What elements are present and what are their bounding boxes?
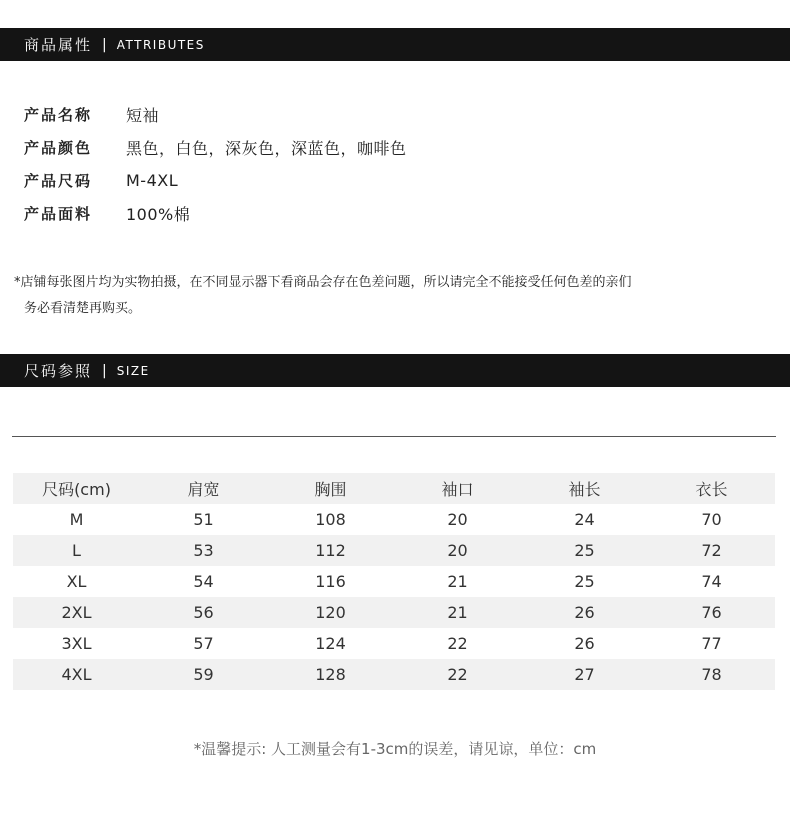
table-cell: 77: [701, 634, 722, 653]
attribute-key: 产品名称: [24, 106, 93, 124]
attribute-key: 产品面料: [24, 205, 93, 223]
table-cell: 22: [447, 634, 468, 653]
table-cell: 3XL: [61, 634, 92, 653]
attribute-row-material: [24, 197, 407, 230]
attribute-row-color: [24, 131, 407, 164]
attributes-title-en: ATTRIBUTES: [116, 37, 205, 52]
table-cell: 116: [315, 572, 346, 591]
table-cell: 74: [701, 572, 722, 591]
size-table: [13, 473, 775, 690]
table-row: [13, 597, 775, 628]
table-cell: 27: [574, 665, 595, 684]
table-cell: 124: [315, 634, 346, 653]
table-cell: 24: [574, 510, 595, 529]
table-cell: 4XL: [61, 665, 92, 684]
table-cell: 112: [315, 541, 346, 560]
table-cell: 76: [701, 603, 722, 622]
table-cell: 21: [447, 603, 468, 622]
attributes-title-zh: 商品属性: [24, 36, 93, 54]
table-row: [13, 504, 775, 535]
attributes-header-bar: [0, 28, 790, 61]
attribute-row-size: [24, 164, 407, 197]
table-cell: 59: [193, 665, 214, 684]
notice-line-1: *店铺每张图片均为实物拍摄，在不同显示器下看商品会存在色差问题，所以请完全不能接受任何色差的亲们: [14, 275, 632, 290]
table-header-cell: 袖长: [568, 480, 601, 499]
table-row: [13, 566, 775, 597]
attributes-list: [24, 98, 407, 230]
table-cell: 78: [701, 665, 722, 684]
table-cell: 20: [447, 541, 468, 560]
table-cell: 22: [447, 665, 468, 684]
table-cell: 51: [193, 510, 214, 529]
table-cell: 57: [193, 634, 214, 653]
attribute-row-name: [24, 98, 407, 131]
table-cell: 53: [193, 541, 214, 560]
table-cell: 21: [447, 572, 468, 591]
header-separator: |: [102, 36, 107, 53]
attribute-value: 100%棉: [126, 205, 191, 224]
attribute-key: 产品颜色: [24, 139, 93, 157]
table-cell: 26: [574, 634, 595, 653]
table-row: [13, 659, 775, 690]
attribute-value: 短袖: [126, 106, 160, 125]
table-cell: 108: [315, 510, 346, 529]
table-header-cell: 衣长: [695, 480, 728, 499]
table-header-row: [13, 473, 775, 504]
table-cell: 120: [315, 603, 346, 622]
table-header-cell: 袖口: [441, 480, 474, 499]
attribute-key: 产品尺码: [24, 172, 93, 190]
table-cell: L: [72, 541, 81, 560]
table-cell: 70: [701, 510, 722, 529]
table-cell: XL: [66, 572, 87, 591]
table-cell: 26: [574, 603, 595, 622]
header-separator: |: [102, 362, 107, 379]
attribute-value: 黑色，白色，深灰色，深蓝色，咖啡色: [126, 139, 407, 158]
table-cell: 54: [193, 572, 214, 591]
table-cell: 72: [701, 541, 722, 560]
size-title-en: SIZE: [116, 363, 150, 378]
attribute-value: M-4XL: [126, 171, 179, 190]
table-cell: 25: [574, 572, 595, 591]
table-header-cell: 胸围: [314, 480, 347, 499]
table-cell: M: [69, 510, 84, 529]
table-header-cell: 尺码(cm): [42, 480, 111, 499]
size-header-bar: [0, 354, 790, 387]
notice-line-2: 务必看清楚再购买。: [24, 301, 142, 316]
size-title-zh: 尺码参照: [24, 362, 93, 380]
table-header-cell: 肩宽: [187, 480, 220, 499]
table-row: [13, 628, 775, 659]
table-cell: 25: [574, 541, 595, 560]
table-cell: 56: [193, 603, 214, 622]
divider-line: [12, 436, 776, 437]
table-row: [13, 535, 775, 566]
measurement-footnote: *温馨提示: 人工测量会有1-3cm的误差，请见谅，单位：cm: [193, 740, 597, 758]
table-cell: 2XL: [61, 603, 92, 622]
table-cell: 128: [315, 665, 346, 684]
color-difference-notice: [14, 270, 734, 322]
table-cell: 20: [447, 510, 468, 529]
